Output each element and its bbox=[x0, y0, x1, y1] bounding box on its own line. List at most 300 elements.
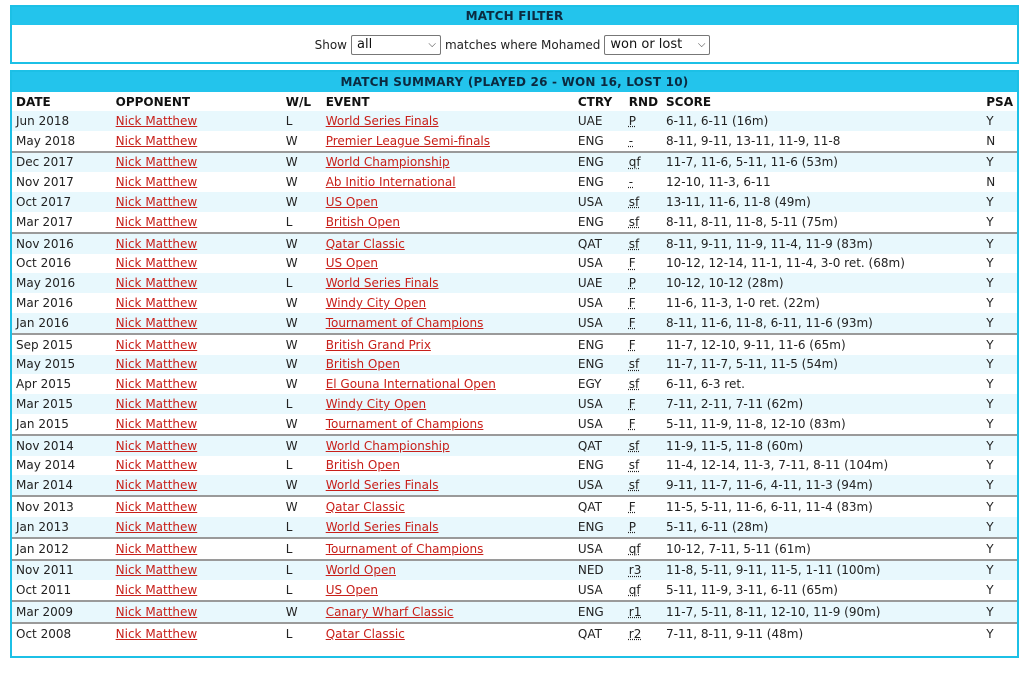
cell-score: 11-4, 12-14, 11-3, 7-11, 8-11 (104m) bbox=[666, 458, 889, 473]
table-row bbox=[12, 374, 1017, 394]
cell-ctry: USA bbox=[574, 313, 625, 334]
round-abbr: F bbox=[628, 256, 636, 271]
cell-psa: Y bbox=[986, 416, 994, 431]
cell-date: Nov 2014 bbox=[12, 435, 112, 456]
cell-rnd bbox=[625, 273, 662, 293]
show-select[interactable] bbox=[351, 35, 441, 55]
cell-score: 11-7, 12-10, 9-11, 11-6 (65m) bbox=[662, 334, 982, 355]
round-abbr: sf bbox=[628, 438, 640, 453]
round-abbr: F bbox=[628, 296, 636, 311]
event-link[interactable]: British Open bbox=[325, 357, 400, 372]
cell-opponent bbox=[112, 475, 282, 496]
cell-rnd bbox=[625, 111, 662, 131]
cell-date: Nov 2017 bbox=[16, 175, 74, 190]
cell-wl: L bbox=[282, 538, 322, 560]
cell-event bbox=[322, 560, 574, 581]
table-row bbox=[12, 580, 1017, 601]
cell-event bbox=[322, 192, 574, 212]
cell-psa: Y bbox=[982, 334, 1017, 355]
round-abbr: F bbox=[628, 315, 636, 330]
table-row bbox=[12, 293, 1017, 313]
cell-wl: W bbox=[282, 313, 322, 334]
cell-score: 8-11, 9-11, 11-9, 11-4, 11-9 (83m) bbox=[662, 233, 982, 254]
cell-psa: Y bbox=[982, 560, 1017, 581]
event-link[interactable]: US Open bbox=[325, 256, 378, 271]
cell-wl: W bbox=[282, 601, 322, 623]
cell-psa: Y bbox=[982, 623, 1017, 644]
cell-rnd bbox=[625, 334, 662, 355]
cell-event bbox=[322, 111, 574, 131]
event-link[interactable]: Tournament of Champions bbox=[325, 315, 484, 330]
cell-psa: Y bbox=[982, 394, 1017, 414]
opponent-link[interactable]: Nick Matthew bbox=[115, 236, 198, 251]
table-row bbox=[12, 233, 1017, 254]
opponent-link[interactable]: Nick Matthew bbox=[115, 500, 198, 515]
cell-date: May 2015 bbox=[12, 355, 112, 375]
cell-ctry: NED bbox=[574, 560, 625, 581]
cell-rnd bbox=[625, 517, 662, 538]
cell-ctry: USA bbox=[577, 416, 603, 431]
cell-event bbox=[322, 538, 574, 560]
cell-date: Jan 2015 bbox=[16, 416, 69, 431]
cell-rnd bbox=[625, 496, 662, 517]
show-select-value: all bbox=[356, 37, 373, 52]
cell-psa: Y bbox=[986, 377, 994, 392]
cell-score: 11-5, 5-11, 11-6, 6-11, 11-4 (83m) bbox=[662, 496, 982, 517]
cell-wl: L bbox=[285, 583, 293, 598]
event-link[interactable]: British Open bbox=[325, 214, 400, 229]
event-link[interactable]: Windy City Open bbox=[325, 296, 427, 311]
opponent-link[interactable]: Nick Matthew bbox=[115, 296, 198, 311]
match-summary-panel bbox=[10, 70, 1019, 658]
cell-wl: W bbox=[282, 233, 322, 254]
event-link[interactable]: US Open bbox=[325, 583, 378, 598]
opponent-link[interactable]: Nick Matthew bbox=[115, 416, 198, 431]
opponent-link[interactable]: Nick Matthew bbox=[115, 458, 198, 473]
cell-rnd bbox=[625, 192, 662, 212]
cell-rnd bbox=[625, 131, 662, 152]
cell-psa: N bbox=[986, 133, 996, 148]
cell-wl: W bbox=[282, 355, 322, 375]
cell-psa: Y bbox=[982, 313, 1017, 334]
cell-ctry: ENG bbox=[574, 152, 625, 173]
cell-ctry: ENG bbox=[577, 175, 604, 190]
cell-event bbox=[322, 394, 574, 414]
col-date-header: DATE bbox=[16, 94, 51, 109]
col-wl-header: W/L bbox=[285, 94, 312, 109]
cell-psa: Y bbox=[982, 152, 1017, 173]
event-link[interactable]: Tournament of Champions bbox=[325, 541, 484, 556]
cell-ctry: USA bbox=[574, 394, 625, 414]
cell-date: Mar 2015 bbox=[12, 394, 112, 414]
cell-event bbox=[322, 580, 574, 601]
cell-psa: Y bbox=[986, 214, 994, 229]
cell-wl: W bbox=[285, 175, 298, 190]
event-link[interactable]: Qatar Classic bbox=[325, 626, 405, 641]
cell-score: 12-10, 11-3, 6-11 bbox=[666, 175, 771, 190]
cell-wl: W bbox=[285, 416, 298, 431]
table-row bbox=[12, 273, 1017, 293]
cell-opponent bbox=[112, 293, 282, 313]
cell-rnd bbox=[625, 394, 662, 414]
cell-opponent bbox=[112, 623, 282, 644]
cell-ctry: ENG bbox=[577, 133, 604, 148]
cell-ctry: ENG bbox=[574, 601, 625, 623]
event-link[interactable]: World Series Finals bbox=[325, 519, 439, 534]
cell-wl: W bbox=[282, 152, 322, 173]
cell-score: 6-11, 6-3 ret. bbox=[666, 377, 745, 392]
table-row bbox=[12, 394, 1017, 414]
round-abbr: r3 bbox=[628, 563, 642, 578]
cell-score: 5-11, 6-11 (28m) bbox=[662, 517, 982, 538]
cell-opponent bbox=[112, 601, 282, 623]
cell-score: 11-7, 5-11, 8-11, 12-10, 11-9 (90m) bbox=[662, 601, 982, 623]
round-abbr: - bbox=[628, 133, 634, 148]
cell-date: Oct 2008 bbox=[12, 623, 112, 644]
table-header-row bbox=[12, 92, 1017, 111]
cell-wl: L bbox=[285, 458, 293, 473]
cell-event bbox=[322, 623, 574, 644]
cell-date: May 2014 bbox=[16, 458, 76, 473]
cell-score: 8-11, 9-11, 13-11, 11-9, 11-8 bbox=[666, 133, 841, 148]
cell-wl: L bbox=[282, 273, 322, 293]
cell-opponent bbox=[112, 435, 282, 456]
event-link[interactable]: Qatar Classic bbox=[325, 500, 405, 515]
event-link[interactable]: Tournament of Champions bbox=[325, 416, 484, 431]
opponent-link[interactable]: Nick Matthew bbox=[115, 563, 198, 578]
table-row bbox=[12, 538, 1017, 560]
event-link[interactable]: World Series Finals bbox=[325, 478, 439, 493]
cell-rnd bbox=[625, 293, 662, 313]
cell-rnd bbox=[625, 475, 662, 496]
result-select-value: won or lost bbox=[610, 37, 683, 52]
cell-score: 11-9, 11-5, 11-8 (60m) bbox=[662, 435, 982, 456]
opponent-link[interactable]: Nick Matthew bbox=[115, 438, 198, 453]
round-abbr: qf bbox=[628, 541, 641, 556]
cell-opponent bbox=[112, 131, 282, 152]
cell-rnd bbox=[625, 374, 662, 394]
cell-event bbox=[322, 334, 574, 355]
cell-date: Jun 2018 bbox=[12, 111, 112, 131]
chevron-down-icon: ⌵ bbox=[428, 39, 436, 50]
col-psa-header: PSA bbox=[986, 94, 1013, 109]
opponent-link[interactable]: Nick Matthew bbox=[115, 626, 198, 641]
cell-wl: L bbox=[282, 111, 322, 131]
cell-date: Oct 2017 bbox=[12, 192, 112, 212]
cell-ctry: ENG bbox=[577, 458, 604, 473]
round-abbr: qf bbox=[628, 583, 641, 598]
cell-wl: L bbox=[282, 394, 322, 414]
table-row bbox=[12, 172, 1017, 192]
opponent-link[interactable]: Nick Matthew bbox=[115, 315, 198, 330]
opponent-link[interactable]: Nick Matthew bbox=[115, 133, 198, 148]
cell-ctry: USA bbox=[574, 538, 625, 560]
cell-psa: Y bbox=[982, 273, 1017, 293]
cell-opponent bbox=[112, 313, 282, 334]
cell-date: Jan 2012 bbox=[12, 538, 112, 560]
match-table bbox=[12, 92, 1017, 644]
filter-mid-text: matches where Mohamed bbox=[444, 37, 601, 52]
cell-rnd bbox=[625, 254, 662, 274]
cell-score: 6-11, 6-11 (16m) bbox=[662, 111, 982, 131]
cell-ctry: ENG bbox=[574, 355, 625, 375]
opponent-link[interactable]: Nick Matthew bbox=[115, 377, 198, 392]
event-link[interactable]: Windy City Open bbox=[325, 397, 427, 412]
event-link[interactable]: Canary Wharf Classic bbox=[325, 605, 454, 620]
opponent-link[interactable]: Nick Matthew bbox=[115, 357, 198, 372]
cell-rnd bbox=[625, 313, 662, 334]
cell-opponent bbox=[112, 374, 282, 394]
cell-event bbox=[322, 517, 574, 538]
cell-ctry: ENG bbox=[577, 214, 604, 229]
cell-event bbox=[322, 254, 574, 274]
cell-date: Oct 2016 bbox=[16, 256, 72, 271]
cell-score: 13-11, 11-6, 11-8 (49m) bbox=[662, 192, 982, 212]
result-select[interactable] bbox=[604, 35, 710, 55]
table-row bbox=[12, 560, 1017, 581]
opponent-link[interactable]: Nick Matthew bbox=[115, 276, 198, 291]
cell-ctry: EGY bbox=[577, 377, 602, 392]
round-abbr: F bbox=[628, 337, 636, 352]
cell-opponent bbox=[112, 538, 282, 560]
cell-score: 5-11, 11-9, 11-8, 12-10 (83m) bbox=[666, 416, 846, 431]
cell-score: 7-11, 2-11, 7-11 (62m) bbox=[662, 394, 982, 414]
cell-date: May 2018 bbox=[16, 133, 76, 148]
cell-date: Mar 2014 bbox=[12, 475, 112, 496]
cell-psa: Y bbox=[982, 435, 1017, 456]
cell-wl: W bbox=[285, 133, 298, 148]
opponent-link[interactable]: Nick Matthew bbox=[115, 583, 198, 598]
table-row bbox=[12, 355, 1017, 375]
cell-score: 10-12, 7-11, 5-11 (61m) bbox=[662, 538, 982, 560]
cell-wl: L bbox=[282, 560, 322, 581]
match-filter-title: MATCH FILTER bbox=[12, 7, 1017, 25]
event-link[interactable]: World Series Finals bbox=[325, 276, 439, 291]
round-abbr: P bbox=[628, 519, 637, 534]
event-link[interactable]: World Championship bbox=[325, 155, 450, 170]
filter-row bbox=[12, 25, 1017, 64]
table-row bbox=[12, 192, 1017, 212]
cell-wl: W bbox=[282, 192, 322, 212]
col-rnd-header: RND bbox=[628, 94, 659, 109]
table-row bbox=[12, 456, 1017, 476]
table-row bbox=[12, 254, 1017, 274]
cell-score: 11-8, 5-11, 9-11, 11-5, 1-11 (100m) bbox=[662, 560, 982, 581]
opponent-link[interactable]: Nick Matthew bbox=[115, 605, 198, 620]
cell-ctry: QAT bbox=[574, 496, 625, 517]
cell-opponent bbox=[112, 580, 282, 601]
cell-ctry: QAT bbox=[574, 233, 625, 254]
table-row bbox=[12, 601, 1017, 623]
round-abbr: sf bbox=[628, 478, 640, 493]
table-row bbox=[12, 496, 1017, 517]
match-filter-panel bbox=[10, 5, 1019, 64]
cell-score: 10-12, 12-14, 11-1, 11-4, 3-0 ret. (68m) bbox=[666, 256, 905, 271]
cell-date: Jan 2016 bbox=[12, 313, 112, 334]
event-link[interactable]: US Open bbox=[325, 195, 378, 210]
cell-event bbox=[322, 496, 574, 517]
cell-ctry: USA bbox=[577, 296, 603, 311]
round-abbr: F bbox=[628, 416, 636, 431]
cell-rnd bbox=[625, 435, 662, 456]
cell-score: 11-6, 11-3, 1-0 ret. (22m) bbox=[666, 296, 820, 311]
cell-psa: Y bbox=[982, 192, 1017, 212]
event-link[interactable]: British Grand Prix bbox=[325, 337, 431, 352]
cell-wl: L bbox=[282, 517, 322, 538]
cell-opponent bbox=[112, 152, 282, 173]
event-link[interactable]: World Championship bbox=[325, 438, 450, 453]
cell-event bbox=[322, 355, 574, 375]
cell-date: Nov 2013 bbox=[12, 496, 112, 517]
round-abbr: qf bbox=[628, 155, 641, 170]
cell-date: Sep 2015 bbox=[12, 334, 112, 355]
cell-psa: Y bbox=[982, 538, 1017, 560]
opponent-link[interactable]: Nick Matthew bbox=[115, 195, 198, 210]
opponent-link[interactable]: Nick Matthew bbox=[115, 519, 198, 534]
cell-event bbox=[322, 273, 574, 293]
cell-ctry: QAT bbox=[574, 623, 625, 644]
cell-wl: W bbox=[282, 435, 322, 456]
cell-score: 7-11, 8-11, 9-11 (48m) bbox=[662, 623, 982, 644]
cell-event bbox=[322, 313, 574, 334]
cell-event bbox=[322, 233, 574, 254]
event-link[interactable]: El Gouna International Open bbox=[325, 377, 496, 392]
col-opponent-header: OPPONENT bbox=[115, 94, 191, 109]
table-row bbox=[12, 152, 1017, 173]
cell-date: Nov 2016 bbox=[12, 233, 112, 254]
cell-date: Jan 2013 bbox=[12, 517, 112, 538]
cell-date: Mar 2016 bbox=[16, 296, 73, 311]
opponent-link[interactable]: Nick Matthew bbox=[115, 478, 198, 493]
round-abbr: sf bbox=[628, 377, 640, 392]
cell-ctry: USA bbox=[574, 475, 625, 496]
opponent-link[interactable]: Nick Matthew bbox=[115, 113, 198, 128]
cell-event bbox=[322, 212, 574, 233]
cell-ctry: ENG bbox=[574, 334, 625, 355]
opponent-link[interactable]: Nick Matthew bbox=[115, 397, 198, 412]
cell-date: Dec 2017 bbox=[12, 152, 112, 173]
cell-opponent bbox=[112, 456, 282, 476]
cell-event bbox=[322, 475, 574, 496]
round-abbr: F bbox=[628, 500, 636, 515]
cell-opponent bbox=[112, 192, 282, 212]
round-abbr: P bbox=[628, 113, 637, 128]
cell-ctry: ENG bbox=[574, 517, 625, 538]
cell-ctry: UAE bbox=[574, 111, 625, 131]
round-abbr: sf bbox=[628, 357, 640, 372]
col-score-header: SCORE bbox=[666, 94, 712, 109]
cell-wl: W bbox=[285, 296, 298, 311]
cell-rnd bbox=[625, 414, 662, 435]
opponent-link[interactable]: Nick Matthew bbox=[115, 337, 198, 352]
table-row bbox=[12, 623, 1017, 644]
cell-rnd bbox=[625, 623, 662, 644]
cell-score: 8-11, 11-6, 11-8, 6-11, 11-6 (93m) bbox=[662, 313, 982, 334]
cell-psa: Y bbox=[982, 517, 1017, 538]
round-abbr: - bbox=[628, 175, 634, 190]
cell-opponent bbox=[112, 273, 282, 293]
cell-psa: Y bbox=[982, 111, 1017, 131]
cell-rnd bbox=[625, 355, 662, 375]
cell-opponent bbox=[112, 414, 282, 435]
event-link[interactable]: Qatar Classic bbox=[325, 236, 405, 251]
table-row bbox=[12, 517, 1017, 538]
table-row bbox=[12, 313, 1017, 334]
cell-event bbox=[322, 131, 574, 152]
cell-psa: Y bbox=[986, 296, 994, 311]
round-abbr: r2 bbox=[628, 626, 642, 641]
cell-rnd bbox=[625, 538, 662, 560]
cell-wl: W bbox=[285, 256, 298, 271]
cell-opponent bbox=[112, 355, 282, 375]
cell-psa: Y bbox=[986, 256, 994, 271]
cell-event bbox=[322, 435, 574, 456]
cell-rnd bbox=[625, 233, 662, 254]
cell-rnd bbox=[625, 172, 662, 192]
cell-score: 10-12, 10-12 (28m) bbox=[662, 273, 982, 293]
cell-rnd bbox=[625, 601, 662, 623]
cell-opponent bbox=[112, 212, 282, 233]
cell-psa: Y bbox=[982, 355, 1017, 375]
event-link[interactable]: British Open bbox=[325, 458, 400, 473]
cell-opponent bbox=[112, 334, 282, 355]
cell-psa: Y bbox=[982, 601, 1017, 623]
cell-date: Mar 2017 bbox=[16, 214, 73, 229]
cell-ctry: QAT bbox=[574, 435, 625, 456]
cell-rnd bbox=[625, 212, 662, 233]
cell-wl: W bbox=[282, 475, 322, 496]
opponent-link[interactable]: Nick Matthew bbox=[115, 214, 198, 229]
round-abbr: sf bbox=[628, 214, 640, 229]
event-link[interactable]: Premier League Semi-finals bbox=[325, 133, 491, 148]
show-label: Show bbox=[314, 37, 347, 52]
opponent-link[interactable]: Nick Matthew bbox=[115, 541, 198, 556]
cell-event bbox=[322, 456, 574, 476]
table-row bbox=[12, 212, 1017, 233]
round-abbr: P bbox=[628, 276, 637, 291]
cell-psa: Y bbox=[986, 458, 994, 473]
round-abbr: r1 bbox=[628, 605, 642, 620]
opponent-link[interactable]: Nick Matthew bbox=[115, 155, 198, 170]
cell-wl: L bbox=[282, 623, 322, 644]
event-link[interactable]: World Series Finals bbox=[325, 113, 439, 128]
event-link[interactable]: World Open bbox=[325, 563, 396, 578]
opponent-link[interactable]: Nick Matthew bbox=[115, 256, 198, 271]
cell-date: Mar 2009 bbox=[12, 601, 112, 623]
round-abbr: F bbox=[628, 397, 636, 412]
cell-date: Apr 2015 bbox=[16, 377, 72, 392]
cell-psa: N bbox=[986, 175, 996, 190]
cell-opponent bbox=[112, 254, 282, 274]
col-ctry-header: CTRY bbox=[577, 94, 613, 109]
cell-event bbox=[322, 374, 574, 394]
cell-rnd bbox=[625, 580, 662, 601]
cell-opponent bbox=[112, 560, 282, 581]
table-row bbox=[12, 131, 1017, 152]
table-row bbox=[12, 414, 1017, 435]
cell-ctry: USA bbox=[577, 256, 603, 271]
opponent-link[interactable]: Nick Matthew bbox=[115, 175, 198, 190]
cell-wl: W bbox=[285, 377, 298, 392]
table-row bbox=[12, 435, 1017, 456]
event-link[interactable]: Ab Initio International bbox=[325, 175, 456, 190]
cell-psa: Y bbox=[982, 233, 1017, 254]
cell-psa: Y bbox=[986, 583, 994, 598]
cell-opponent bbox=[112, 172, 282, 192]
cell-opponent bbox=[112, 111, 282, 131]
cell-event bbox=[322, 152, 574, 173]
table-row bbox=[12, 111, 1017, 131]
